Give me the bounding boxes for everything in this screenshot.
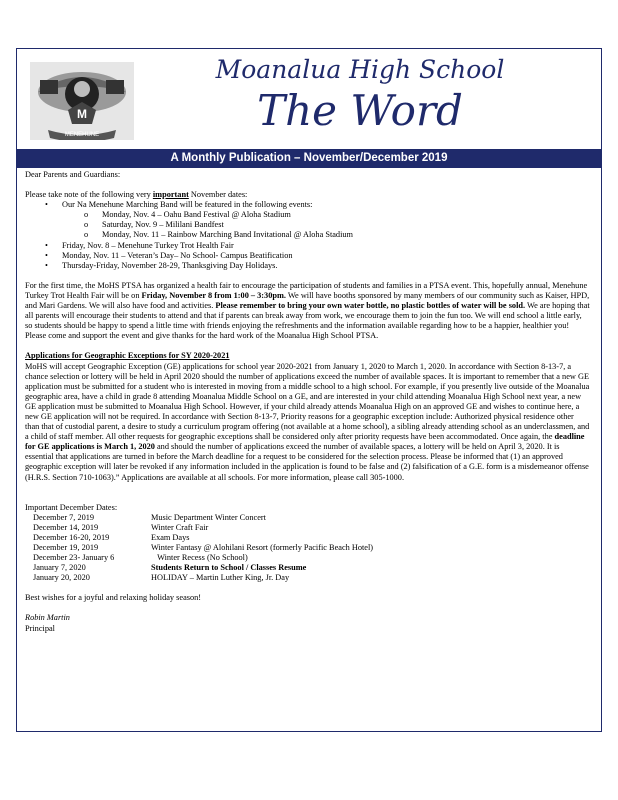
newsletter-title: The Word: [257, 86, 463, 135]
december-dates-table: [33, 513, 590, 584]
date-cell: December 23- January 6: [33, 553, 115, 563]
list-item: • Thursday-Friday, November 28-29, Thanksgiving Day Holidays.: [53, 261, 590, 271]
closing-line: Best wishes for a joyful and relaxing holiday season!: [25, 593, 202, 603]
school-name: Moanalua High School: [215, 55, 505, 84]
publication-banner: A Monthly Publication – November/December 2019: [16, 149, 602, 167]
intro-line: Please take note of the following very important November dates:: [25, 190, 248, 200]
date-row: [33, 553, 590, 563]
date-cell: December 14, 2019: [33, 522, 99, 532]
ge-heading: Applications for Geographic Exceptions for SY 2020-2021: [25, 351, 230, 361]
newsletter-body: [25, 170, 590, 634]
event-cell: Students Return to School / Classes Resume: [151, 563, 307, 573]
event-cell: Music Department Winter Concert: [151, 512, 266, 522]
date-row: [33, 533, 590, 543]
ptsa-paragraph: For the first time, the MoHS PTSA has organized a health fair to encourage the participation of students and families in a PTSA event. This, hopefully annual, Menehune Turkey Trot Health Fair will be on Friday, November 8 from 1:00 – 3:30pm. We will have booths sponsored by many members of our community such as Kaiser, HPD, and Mari Gardens. We will also have food and activities. Please remember to bring your own water bottle, no plastic bottles of water will be sold. We are hoping that all parents will encourage their students to attend and that if parents can break away from work, we encourage them to join the fun too. We will end school a little early, so students should be happy to spend a little time with friends enjoying the refreshments and the information available regarding how to be a happier, healthier you! Please come and support the event and give thanks for the hard work of the Moanalua High School PTSA.: [25, 280, 590, 341]
signature-role: Principal: [25, 623, 55, 633]
greeting: Dear Parents and Guardians:: [25, 170, 121, 179]
date-cell: December 19, 2019: [33, 543, 99, 552]
svg-text:MENEHUNE: MENEHUNE: [64, 132, 100, 138]
date-cell: January 20, 2020: [33, 573, 90, 583]
event-cell: HOLIDAY – Martin Luther King, Jr. Day: [151, 573, 290, 583]
december-heading: Important December Dates:: [25, 502, 118, 512]
ge-paragraph: MoHS will accept Geographic Exception (GE) applications for school year 2020-2021 from January 1, 2020 to March 1, 2020. In accordance with Section 8-13-7, a chance selection or lottery will be held in April 2020 should the number of applications exceed the number of available spaces. It is important to remember that a new GE application must be submitted for a student who is interested in moving from a middle school to a high school. For example, if you presently live outside of the Moanalua geographic area, have a child in grade 8 attending Moanalua Middle School on a GE, and are interested in your child attending Moanalua High School next year, a new GE application must be submitted to Moanalua High School. However, if your child already attends Moanalua High on an approved GE and wishes to continue here, a new GE application will not be required. In accordance with Section 8-13-7, Priority reasons for a geographic exception include: Authorized physical residence other than that of custodial parent, a desire to study a curriculum program offering (not available at a home school), a sibling already attending school as an underclassmen, and a child of staff member. All other requests for geographic exceptions shall be considered only after priority requests have been accommodated. Once again, the deadline for GE applications is March 1, 2020 and should the number of applications exceed the number of available spaces, a lottery will be held on April 3, 2020. It is essential that applications are turned in before the March deadline for a request to be considered for the selection process. Please be informed that (1) an approved geographic exception will later be revoked if any information included in the application is found to be false and (2) falsification of a G.E. form is a misdemeanor offense (H.R.S. Section 710-1063).” Applications are available at all schools. For more information, please call 305-1000.: [25, 361, 590, 482]
november-list: [25, 200, 590, 271]
list-item: o Saturday, Nov. 9 – Mililani Bandfest: [84, 220, 590, 230]
band-events-list: [62, 210, 590, 240]
date-cell: December 16-20, 2019: [33, 532, 110, 542]
date-row: [33, 563, 590, 573]
school-logo: [30, 62, 134, 140]
svg-text:M: M: [77, 107, 87, 121]
event-cell: Winter Craft Fair: [151, 522, 209, 532]
event-cell: Exam Days: [151, 532, 190, 542]
date-row: [33, 513, 590, 523]
date-cell: December 7, 2019: [33, 512, 95, 522]
list-item: o Monday, Nov. 4 – Oahu Band Festival @ Aloha Stadium: [84, 210, 590, 220]
event-cell: Winter Recess (No School): [151, 553, 248, 563]
date-cell: January 7, 2020: [33, 563, 86, 573]
list-item: • Friday, Nov. 8 – Menehune Turkey Trot Health Fair: [53, 241, 590, 251]
event-cell: Winter Fantasy @ Alohilani Resort (formerly Pacific Beach Hotel): [151, 543, 374, 552]
list-item: • Monday, Nov. 11 – Veteran’s Day– No School- Campus Beatification: [53, 251, 590, 261]
list-item: o Monday, Nov. 11 – Rainbow Marching Band Invitational @ Aloha Stadium: [84, 230, 590, 240]
date-row: [33, 543, 590, 553]
date-row: [33, 573, 590, 583]
list-item: • Our Na Menehune Marching Band will be featured in the following events: o Monday, Nov. 4 – Oahu Band Festival @ Aloha Stadium o Saturday, Nov. 9 – Mililani Bandfest o Monday, Nov. 11 – Rainbow Marching Band Invitational @ Aloha Stadium: [53, 200, 590, 240]
signature-name: Robin Martin: [25, 613, 70, 623]
date-row: [33, 523, 590, 533]
